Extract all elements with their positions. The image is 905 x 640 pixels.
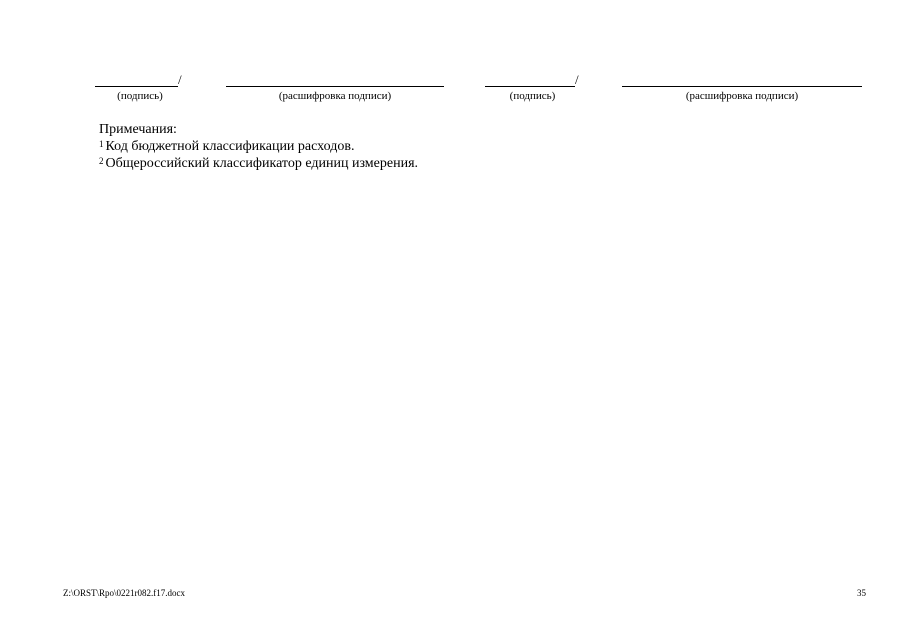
signature-line-2 [485, 86, 575, 87]
note-text-1: Код бюджетной классификации расходов. [105, 139, 355, 154]
note-text-2: Общероссийский классификатор единиц измерения. [105, 156, 419, 171]
signature-decode-caption-2: (расшифровка подписи) [685, 90, 799, 102]
signature-line-1 [95, 86, 178, 87]
signature-decode-caption-1: (расшифровка подписи) [278, 90, 392, 102]
signature-caption-2: (подпись) [509, 90, 556, 102]
signature-decode-line-1 [226, 86, 444, 87]
signature-slash-1: / [178, 72, 182, 87]
signature-decode-line-2 [622, 86, 862, 87]
footer-file-path: Z:\ORST\Rpo\0221r082.f17.docx [63, 588, 185, 598]
note-marker-2: 2 [99, 156, 104, 166]
notes-section [99, 121, 418, 172]
note-item-2 [99, 155, 418, 172]
signature-slash-2: / [575, 72, 579, 87]
note-item-1 [99, 138, 418, 155]
notes-heading: Примечания: [99, 122, 177, 137]
footer-page-number: 35 [857, 588, 866, 598]
note-marker-1: 1 [99, 139, 104, 149]
signature-caption-1: (подпись) [117, 90, 163, 102]
